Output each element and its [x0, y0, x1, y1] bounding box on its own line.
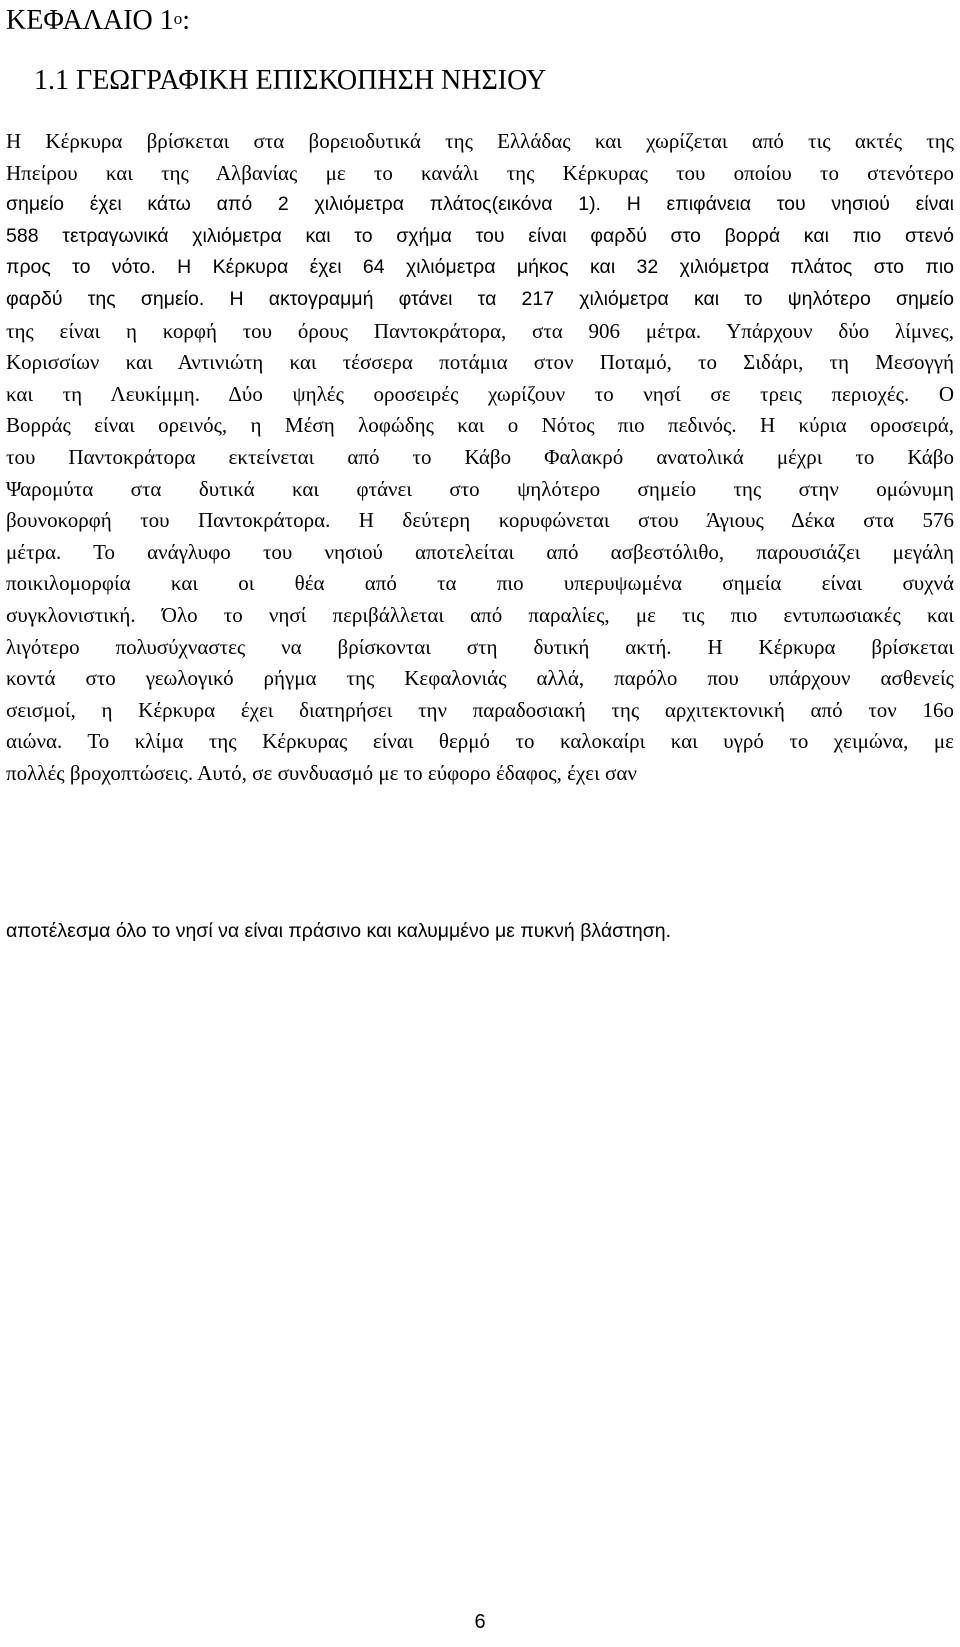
paragraph-line: Κορισσίων και Αντινιώτη και τέσσερα ποτάμια στον Ποταμό, το Σιδάρι, τη Μεσογγή — [6, 350, 954, 375]
body-paragraph — [6, 126, 954, 789]
chapter-heading — [6, 4, 190, 38]
page-number: 6 — [474, 1611, 486, 1633]
paragraph-line: πολλές βροχοπτώσεις. Αυτό, σε συνδυασμό με το εύφορο έδαφος, έχει σαν — [6, 760, 637, 785]
section-title: 1.1 ΓΕΩΓΡΑΦΙΚΗ ΕΠΙΣΚΟΠΗΣΗ ΝΗΣΙΟΥ — [34, 65, 547, 96]
paragraph-line: λιγότερο πολυσύχναστες να βρίσκονται στη δυτική ακτή. Η Κέρκυρα βρίσκεται — [6, 634, 954, 659]
paragraph-line: Βορράς είναι ορεινός, η Μέση λοφώδης και ο Νότος πιο πεδινός. Η κύρια οροσειρά, — [6, 413, 954, 438]
paragraph-final-line: αποτέλεσμα όλο το νησί να είναι πράσινο και καλυμμένο με πυκνή βλάστηση. — [6, 920, 672, 942]
paragraph-line: προς το νότο. Η Κέρκυρα έχει 64 χιλιόμετρα μήκος και 32 χιλιόμετρα πλάτος στο πιο — [6, 256, 954, 279]
chapter-suffix: : — [182, 5, 191, 36]
paragraph-line: συγκλονιστική. Όλο το νησί περιβάλλεται από παραλίες, με τις πιο εντυπωσιακές και — [6, 602, 954, 627]
paragraph-line: βουνοκορφή του Παντοκράτορα. Η δεύτερη κορυφώνεται στου Άγιους Δέκα στα 576 — [6, 508, 954, 533]
paragraph-line: σεισμοί, η Κέρκυρα έχει διατηρήσει την παραδοσιακή της αρχιτεκτονική από τον 16ο — [6, 697, 954, 722]
chapter-label: ΚΕΦΑΛΑΙΟ 1 — [6, 5, 174, 36]
paragraph-line: Ηπείρου και της Αλβανίας με το κανάλι της Κέρκυρας του οποίου το στενότερο — [6, 160, 954, 185]
paragraph-line: μέτρα. Το ανάγλυφο του νησιού αποτελείται από ασβεστόλιθο, παρουσιάζει μεγάλη — [6, 539, 954, 564]
paragraph-line: της είναι η κορφή του όρους Παντοκράτορα, στα 906 μέτρα. Υπάρχουν δύο λίμνες, — [6, 318, 954, 343]
paragraph-line: ποικιλομορφία και οι θέα από τα πιο υπερυψωμένα σημεία είναι συχνά — [6, 571, 954, 596]
paragraph-line: Ψαρομύτα στα δυτικά και φτάνει στο ψηλότερο σημείο της στην ομώνυμη — [6, 476, 954, 501]
paragraph-line: αιώνα. Το κλίμα της Κέρκυρας είναι θερμό το καλοκαίρι και υγρό το χειμώνα, με — [6, 729, 954, 754]
chapter-superscript: ο — [173, 9, 183, 28]
paragraph-line: του Παντοκράτορα εκτείνεται από το Κάβο Φαλακρό ανατολικά μέχρι το Κάβο — [6, 444, 954, 469]
paragraph-line: και τη Λευκίμμη. Δύο ψηλές οροσειρές χωρίζουν το νησί σε τρεις περιοχές. Ο — [6, 381, 954, 406]
paragraph-line: κοντά στο γεωλογικό ρήγμα της Κεφαλονιάς αλλά, παρόλο που υπάρχουν ασθενείς — [6, 666, 954, 691]
paragraph-line: σημείο έχει κάτω από 2 χιλιόμετρα πλάτος(εικόνα 1). Η επιφάνεια του νησιού είναι — [6, 193, 954, 216]
paragraph-line: Η Κέρκυρα βρίσκεται στα βορειοδυτικά της Ελλάδας και χωρίζεται από τις ακτές της — [6, 129, 954, 153]
paragraph-line: 588 τετραγωνικά χιλιόμετρα και το σχήμα του είναι φαρδύ στο βορρά και πιο στενό — [6, 224, 954, 247]
paragraph-line: φαρδύ της σημείο. Η ακτογραμμή φτάνει τα 217 χιλιόμετρα και το ψηλότερο σημείο — [6, 287, 954, 310]
